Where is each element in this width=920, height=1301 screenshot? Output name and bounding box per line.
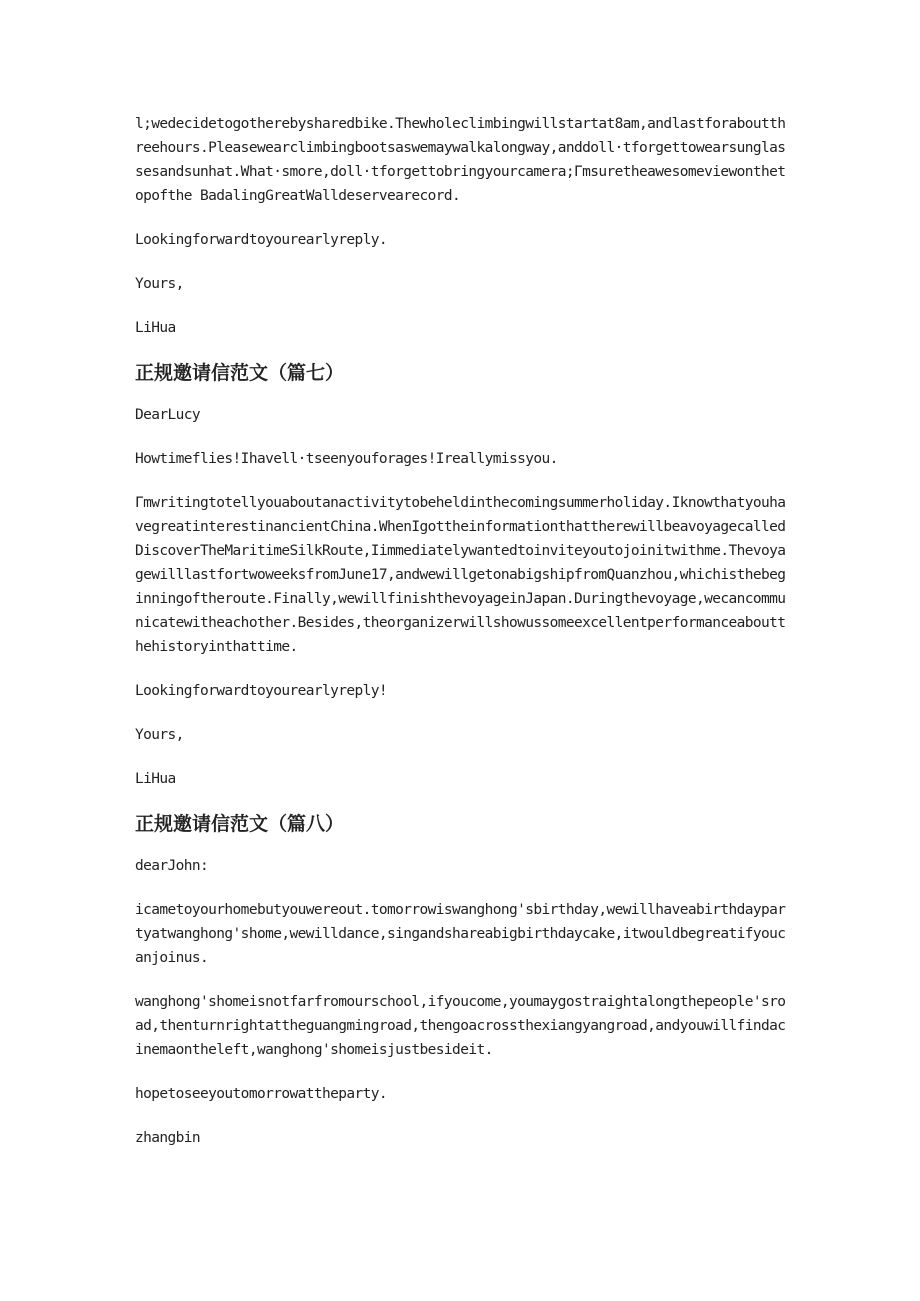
letter8-closing: hopetoseeyoutomorrowattheparty. [135, 1086, 388, 1102]
letter7-signature: LiHua [135, 771, 176, 787]
letter8-body-paragraph-1: icametoyourhomebutyouwereout.tomorrowiswanghong'sbirthday,wewillhaveabirthdaypartyatwanghong'shome,wewilldance,singandshareabigbirthdaycake,itwouldbegreatifyoucanjoinus. [135, 902, 786, 966]
letter8-signature: zhangbin [135, 1130, 201, 1146]
letter7-valediction: Yours, [135, 727, 184, 743]
section-heading-7: 正规邀请信范文（篇七） [135, 362, 345, 384]
section-heading-8: 正规邀请信范文（篇八） [135, 813, 345, 835]
document-page [135, 112, 787, 1170]
letter6-signature: LiHua [135, 320, 176, 336]
letter6-valediction: Yours, [135, 276, 184, 292]
letter7-salutation: DearLucy [135, 407, 201, 423]
letter6-body-paragraph: l;wedecidetogotherebysharedbike.Thewholeclimbingwillstartat8am,andlastforaboutthreehours.Pleasewearclimbingbootsaswemaywalkalongway,anddoll·tforgettowearsunglassesandsunhat.What·smore,doll·tforgettobringyourcamera;Γmsuretheawesomeviewonthetopofthe BadalingGreatWalldeservearecord. [135, 116, 786, 204]
letter7-body-paragraph: Γmwritingtotellyouaboutanactivitytobeheldinthecomingsummerholiday.IknowthatyouhavegreatinterestinancientChina.WhenIgottheinformationthattherewillbeavoyagecalledDiscoverTheMaritimeSilkRoute,Iimmediatelywantedtoinviteyoutojoinitwithme.ThevoyagewilllastfortwoweeksfromJune17,andwewillgetonabigshipfromQuanzhou,whichisthebeginningoftheroute.Finally,wewillfinishthevoyageinJapan.Duringthevoyage,wecancommunicatewitheachother.Besides,theorganizerwillshowussomeexcellentperformanceaboutthehistoryinthattime. [135, 495, 786, 655]
letter8-salutation: dearJohn: [135, 858, 209, 874]
letter6-closing: Lookingforwardtoyourearlyreply. [135, 232, 388, 248]
letter8-body-paragraph-2: wanghong'shomeisnotfarfromourschool,ifyoucome,youmaygostraightalongthepeople'sroad,thenturnrightattheguangmingroad,thengoacrossthexiangyangroad,andyouwillfindacinemaontheleft,wanghong'shomeisjustbesideit. [135, 994, 786, 1058]
letter7-closing: Lookingforwardtoyourearlyreply! [135, 683, 388, 699]
letter7-opening: Howtimeflies!Ihavell·tseenyouforages!Ireallymissyou. [135, 451, 558, 467]
